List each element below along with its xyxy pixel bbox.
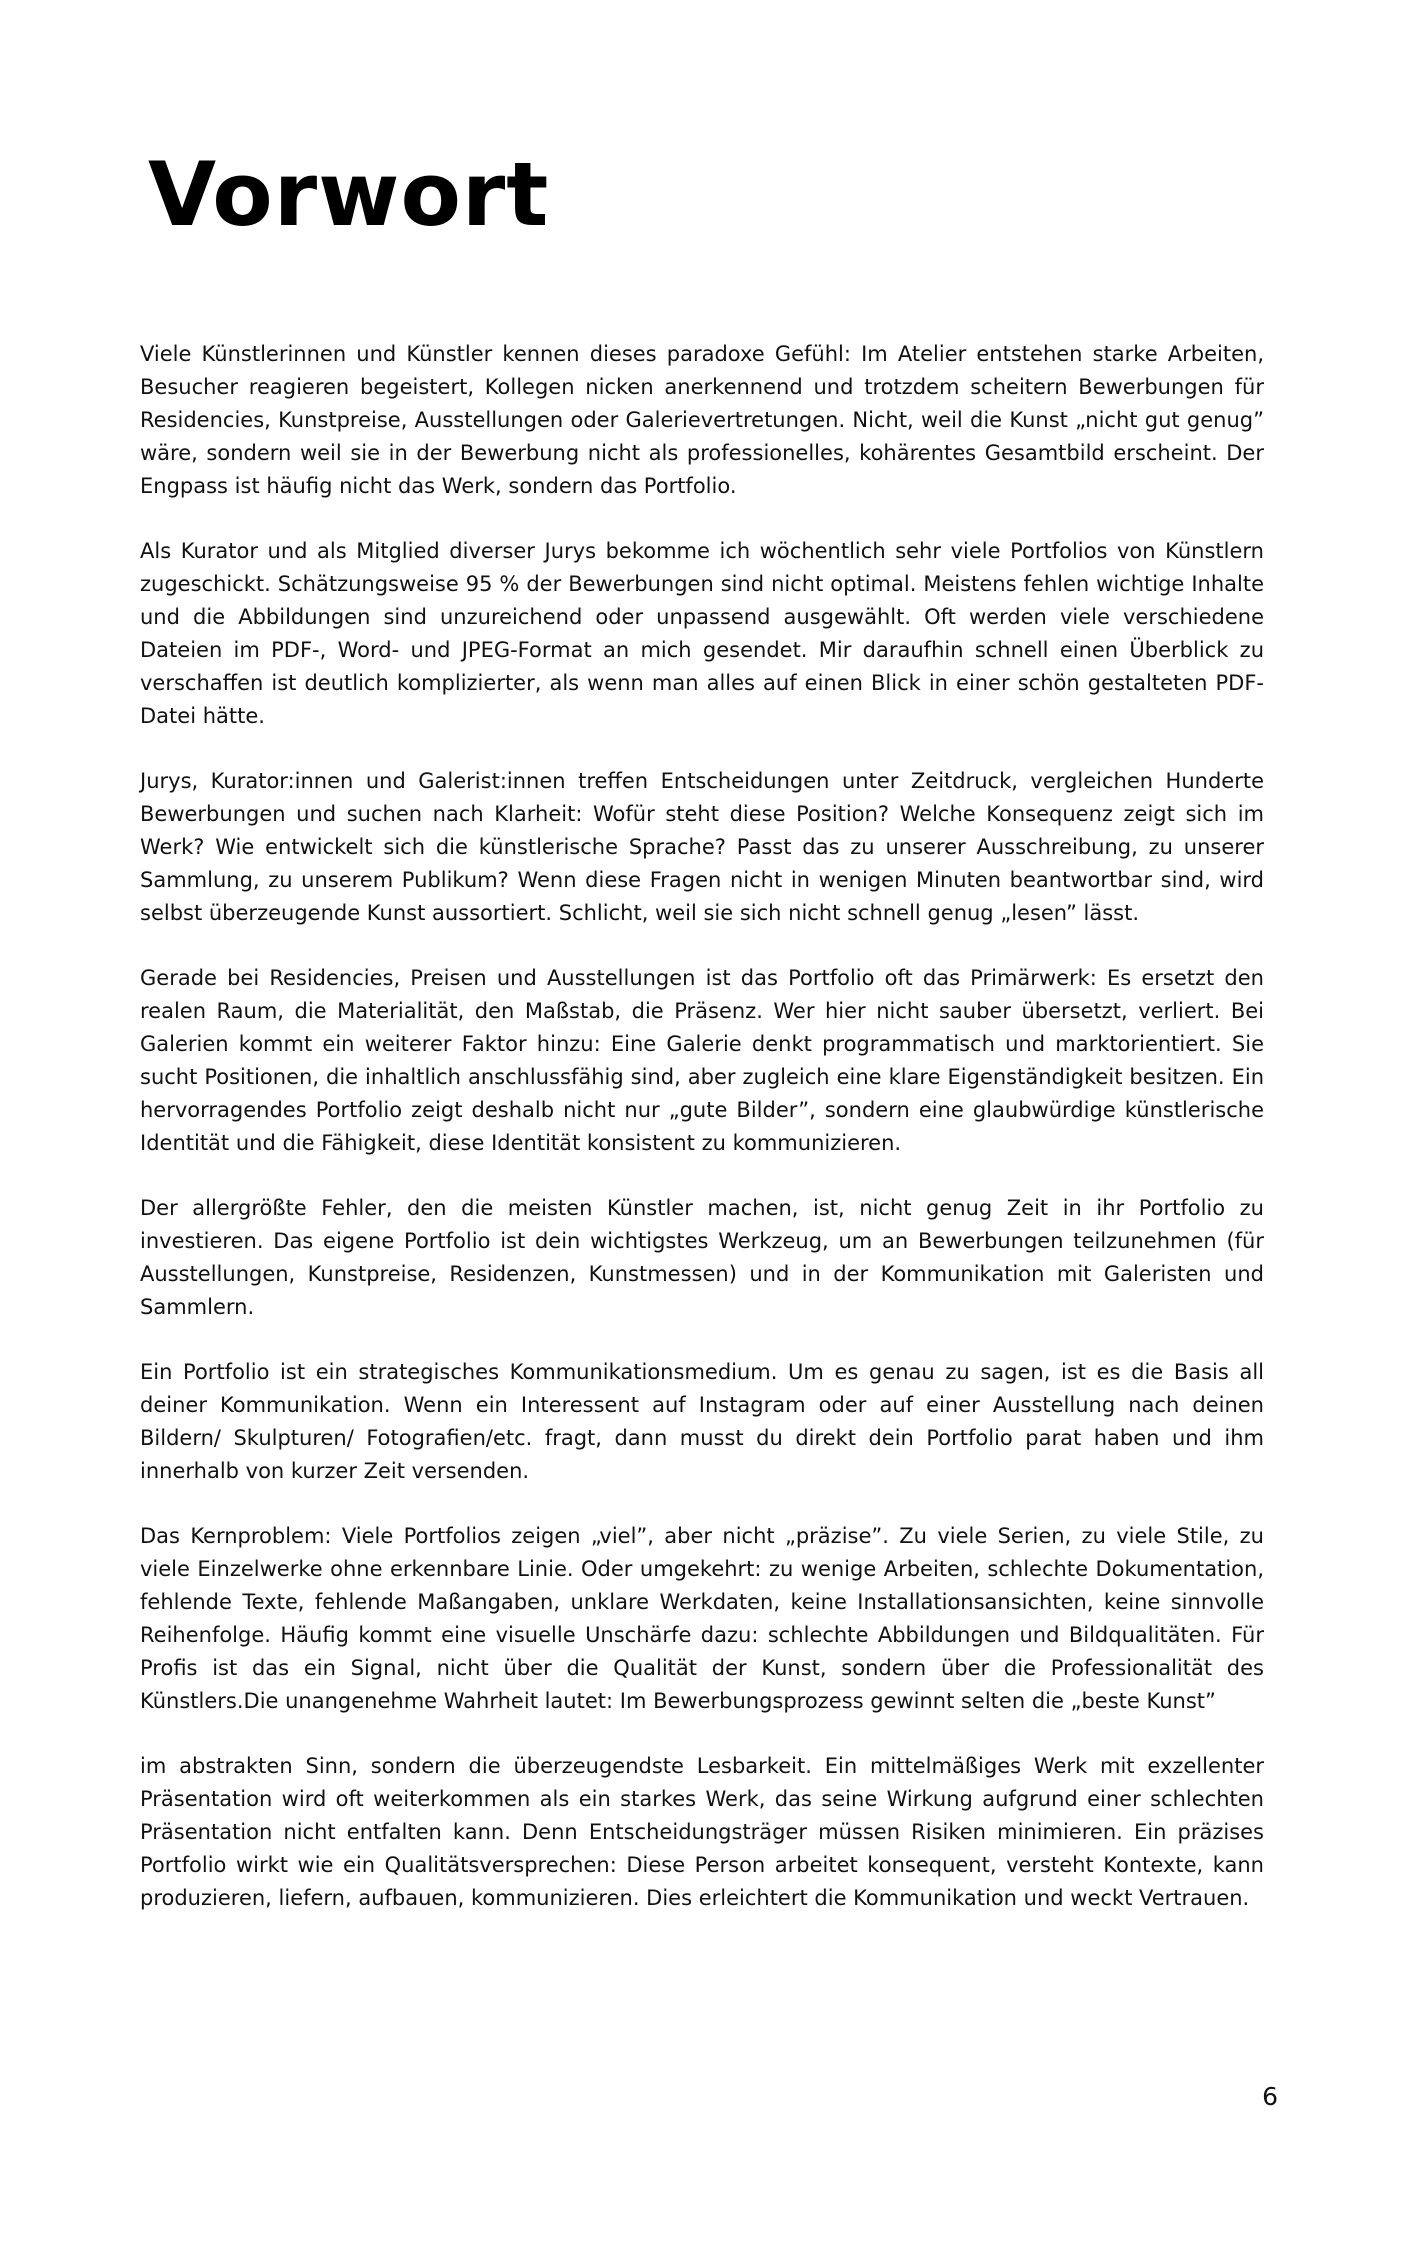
page-number: 6 [1262, 2082, 1278, 2111]
page-title: Vorwort [148, 143, 550, 246]
paragraph-7: Das Kernproblem: Viele Portfolios zeigen „viel”, aber nicht „präzise”. Zu viele Serien, zu viele Stile, zu viele Einzelwerke ohne erkennbare Linie. Oder umgekehrt: zu wenige Arbeiten, schlechte Dokumentation, fehlende Texte, fehlende Maßangaben, unklare Werkdaten, keine Installationsansichten, keine sinnvolle Reihenfolge. Häufig kommt eine visuelle Unschärfe dazu: schlechte Abbildungen und Bildqualitäten. Für Profis ist das ein Signal, nicht über die Qualität der Kunst, sondern über die Professionalität des Künstlers.Die unangenehme Wahrheit lautet: Im Bewerbungsprozess gewinnt selten die „beste Kunst” [140, 1524, 1264, 1713]
paragraph-3: Jurys, Kurator:innen und Galerist:innen treffen Entscheidungen unter Zeitdruck, vergleichen Hunderte Bewerbungen und suchen nach Klarheit: Wofür steht diese Position? Welche Konsequenz zeigt sich im Werk? Wie entwickelt sich die künstlerische Sprache? Passt das zu unserer Ausschreibung, zu unserer Sammlung, zu unserem Publikum? Wenn diese Fragen nicht in wenigen Minuten beantwortbar sind, wird selbst überzeugende Kunst aussortiert. Schlicht, weil sie sich nicht schnell genug „lesen” lässt. [140, 769, 1264, 925]
paragraph-1: Viele Künstlerinnen und Künstler kennen dieses paradoxe Gefühl: Im Atelier entstehen starke Arbeiten, Besucher reagieren begeistert, Kollegen nicken anerkennend und trotzdem scheitern Bewerbungen für Residencies, Kunstpreise, Ausstellungen oder Galerievertretungen. Nicht, weil die Kunst „nicht gut genug” wäre, sondern weil sie in der Bewerbung nicht als professionelles, kohärentes Gesamtbild erscheint. Der Engpass ist häufig nicht das Werk, sondern das Portfolio. [140, 342, 1264, 498]
body-text [140, 338, 1264, 1947]
paragraph-4: Gerade bei Residencies, Preisen und Ausstellungen ist das Portfolio oft das Primärwerk: Es ersetzt den realen Raum, die Materialität, den Maßstab, die Präsenz. Wer hier nicht sauber übersetzt, verliert. Bei Galerien kommt ein weiterer Faktor hinzu: Eine Galerie denkt programmatisch und marktorientiert. Sie sucht Positionen, die inhaltlich anschlussfähig sind, aber zugleich eine klare Eigenständigkeit besitzen. Ein hervorragendes Portfolio zeigt deshalb nicht nur „gute Bilder”, sondern eine glaubwürdige künstlerische Identität und die Fähigkeit, diese Identität konsistent zu kommunizieren. [140, 966, 1264, 1155]
paragraph-2: Als Kurator und als Mitglied diverser Jurys bekomme ich wöchentlich sehr viele Portfolios von Künstlern zugeschickt. Schätzungsweise 95 % der Bewerbungen sind nicht optimal. Meistens fehlen wichtige Inhalte und die Abbildungen sind unzureichend oder unpassend ausgewählt. Oft werden viele verschiedene Dateien im PDF-, Word- und JPEG-Format an mich gesendet. Mir daraufhin schnell einen Überblick zu verschaffen ist deutlich komplizierter, als wenn man alles auf einen Blick in einer schön gestalteten PDF-Datei hätte. [140, 539, 1264, 728]
paragraph-8: im abstrakten Sinn, sondern die überzeugendste Lesbarkeit. Ein mittelmäßiges Werk mit exzellenter Präsentation wird oft weiterkommen als ein starkes Werk, das seine Wirkung aufgrund einer schlechten Präsentation nicht entfalten kann. Denn Entscheidungsträger müssen Risiken minimieren. Ein präzises Portfolio wirkt wie ein Qualitätsversprechen: Diese Person arbeitet konsequent, versteht Kontexte, kann produzieren, liefern, aufbauen, kommunizieren. Dies erleichtert die Kommunikation und weckt Vertrauen. [140, 1754, 1264, 1910]
paragraph-5: Der allergrößte Fehler, den die meisten Künstler machen, ist, nicht genug Zeit in ihr Portfolio zu investieren. Das eigene Portfolio ist dein wichtigstes Werkzeug, um an Bewerbungen teilzunehmen (für Ausstellungen, Kunstpreise, Residenzen, Kunstmessen) und in der Kommunikation mit Galeristen und Sammlern. [140, 1196, 1264, 1319]
paragraph-6: Ein Portfolio ist ein strategisches Kommunikationsmedium. Um es genau zu sagen, ist es die Basis all deiner Kommunikation. Wenn ein Interessent auf Instagram oder auf einer Ausstellung nach deinen Bildern/ Skulpturen/ Fotografien/etc. fragt, dann musst du direkt dein Portfolio parat haben und ihm innerhalb von kurzer Zeit versenden. [140, 1360, 1264, 1483]
